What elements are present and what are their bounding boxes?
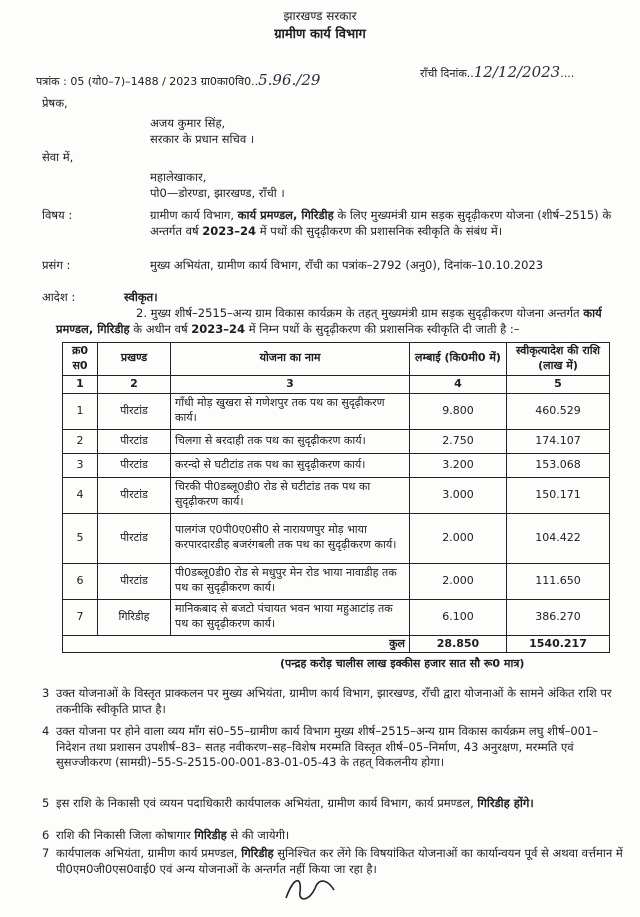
header-amount: स्वीकृत्यादेश की राशि (लाख में) — [507, 343, 610, 376]
letter-number-handwritten: 5.96./29 — [258, 71, 321, 89]
table-total-row — [63, 635, 610, 653]
header-serial: क्र0 स0 — [63, 343, 98, 376]
context-label: प्रसंग : — [42, 258, 71, 272]
subject-text: ग्रामीण कार्य विभाग, कार्य प्रमण्डल, गिरिडीह के लिए मुख्यमंत्री ग्राम सड़क सुदृढ़ीकरण योजना (शीर्ष–2515) के अन्तर्गत वर्ष 2023–24 में पथों की सुदृढ़ीकरण की प्रशासनिक स्वीकृति के संबंध में। — [150, 208, 612, 238]
total-label: कुल — [63, 635, 410, 653]
sender-name: अजय कुमार सिंह, — [150, 116, 226, 130]
table-row: 7 गिरिडीह मानिकबाद से बजटो पंचायत भवन भाया महुआटांड़ तक पथ का सुदृढ़ीकरण कार्य। 6.100 386.270 — [63, 599, 610, 635]
header-block: प्रखण्ड — [98, 343, 171, 376]
works-table — [62, 342, 610, 653]
signature-mark — [280, 872, 340, 906]
paragraph-5: 5 इस राशि के निकासी एवं व्ययन पदाधिकारी कार्यपालक अभियंता, ग्रामीण कार्य विभाग, कार्य प्रमण्डल, गिरिडीह होंगे। — [42, 796, 534, 810]
sender-block — [150, 116, 640, 147]
letter-number — [36, 70, 320, 90]
total-length: 28.850 — [410, 635, 507, 653]
department-title: ग्रामीण कार्य विभाग — [274, 27, 366, 42]
sender-label: प्रेषक, — [42, 96, 68, 110]
paragraph-4: 4 उक्त योजना पर होने वाला व्यय माँग सं0–55–ग्रामीण कार्य विभाग मुख्य शीर्ष–2515–अन्य ग्राम विकास कार्यक्रम लघु शीर्ष–001–निदेशन तथा प्रशासन उपशीर्ष–83– सतह नवीकरण–सह–विशेष मरम्मति विस्तृत शीर्ष–05–निर्माण, 43 अनुरक्षण, मरम्मति एवं सुसज्जीकरण (सामग्री)–55-S-2515-00-001-83-01-05-43 के तहत् विकलनीय होगा। — [42, 724, 599, 770]
subject-label: विषय : — [42, 208, 73, 222]
header-length: लम्बाई (कि0मी0 में) — [410, 343, 507, 376]
table-row: 2 पीरटांड चिलगा से बरदाही तक पथ का सुदृढ़ीकरण कार्य। 2.750 174.107 — [63, 429, 610, 453]
order-approved: स्वीकृत। — [124, 290, 158, 304]
recipient-address: पो0—डोरण्डा, झारखण्ड, राँची । — [150, 185, 285, 200]
table-row: 3 पीरटांड करन्दो से घटीटांड तक पथ का सुदृढ़ीकरण कार्य। 3.200 153.068 — [63, 453, 610, 477]
paragraph-7: 7 कार्यपालक अभियंता, ग्रामीण कार्य प्रमण्डल, गिरिडीह सुनिश्चित कर लेंगे कि विषयांकित योजनाओं का कार्यान्वयन पूर्व से अथवा वर्त्तमान में पी0एम0जी0एस0वाई0 एवं अन्य योजनाओं के अन्तर्गत नहीं किया जा रहा है। — [42, 846, 623, 876]
paragraph-3: 3 उक्त योजनाओं के विस्तृत प्राक्कलन पर मुख्य अभियंता, ग्रामीण कार्य विभाग, झारखण्ड, राँची द्वारा योजनाओं के सामने अंकित राशि पर तकनीकि स्वीकृति प्राप्त है। — [42, 686, 612, 716]
order-paragraph-2: 2. मुख्य शीर्ष–2515–अन्य ग्राम विकास कार्यक्रम के तहत् मुख्यमंत्री ग्राम सड़क सुदृढ़ीकरण योजना अन्तर्गत कार्य प्रमण्डल, गिरिडीह के अधीन वर्ष 2023–24 में निम्न पथों के सुदृढ़ीकरण की प्रशासनिक स्वीकृति दी जाती है :– — [56, 306, 602, 336]
recipient-block — [150, 170, 640, 201]
date-handwritten: 12/12/2023 — [473, 63, 561, 81]
total-amount: 1540.217 — [507, 635, 610, 653]
amount-in-words: (पन्द्रह करोड़ चालीस लाख इक्कीस हजार सात सौ रू0 मात्र) — [280, 657, 525, 670]
paragraph-6: 6 राशि की निकासी जिला कोषागार गिरिडीह से की जायेगी। — [42, 828, 290, 842]
header-scheme-name: योजना का नाम — [171, 343, 410, 376]
table-row: 1 पीरटांड गाँधी मोड़ खुखरा से गणेशपुर तक पथ का सुदृढ़ीकरण कार्य। 9.800 460.529 — [63, 393, 610, 429]
letter-number-prefix: पत्रांक : 05 (यो0–7)–1488 / 2023 ग्रा0का0वि0.. — [36, 75, 259, 88]
table-column-number-row: 1 2 3 4 5 — [63, 375, 610, 393]
order-label: आदेश : — [42, 290, 76, 304]
government-title: झारखण्ड सरकार — [283, 9, 357, 23]
table-header-row — [63, 343, 610, 376]
recipient-label: सेवा में, — [42, 150, 74, 164]
sender-designation: सरकार के प्रधान सचिव । — [150, 131, 255, 146]
table-row: 6 पीरटांड पी0डब्लू0डी0 रोड से मधुपुर मेन रोड भाया नावाडीह तक पथ का सुदृढ़ीकरण कार्य। 2.000 111.650 — [63, 563, 610, 599]
letter-date: राँची दिनांक..12/12/2023.... — [420, 63, 575, 81]
context-text: मुख्य अभियंता, ग्रामीण कार्य विभाग, राँची का पत्रांक–2792 (अनु0), दिनांक–10.10.2023 — [150, 258, 544, 272]
recipient-name: महालेखाकार, — [150, 170, 207, 184]
table-row: 5 पीरटांड पालगंज ए0पी0ए0सी0 से नारायणपुर मोड़ भाया करपारदारडीह बजरंगबली तक पथ का सुदृढ़ीकरण कार्य। 2.000 104.422 — [63, 513, 610, 563]
table-row: 4 पीरटांड चिरकी पी0डब्लू0डी0 रोड से घटीटांड तक पथ का सुदृढ़ीकरण कार्य। 3.000 150.171 — [63, 477, 610, 513]
date-prefix: राँची दिनांक.. — [420, 67, 474, 80]
